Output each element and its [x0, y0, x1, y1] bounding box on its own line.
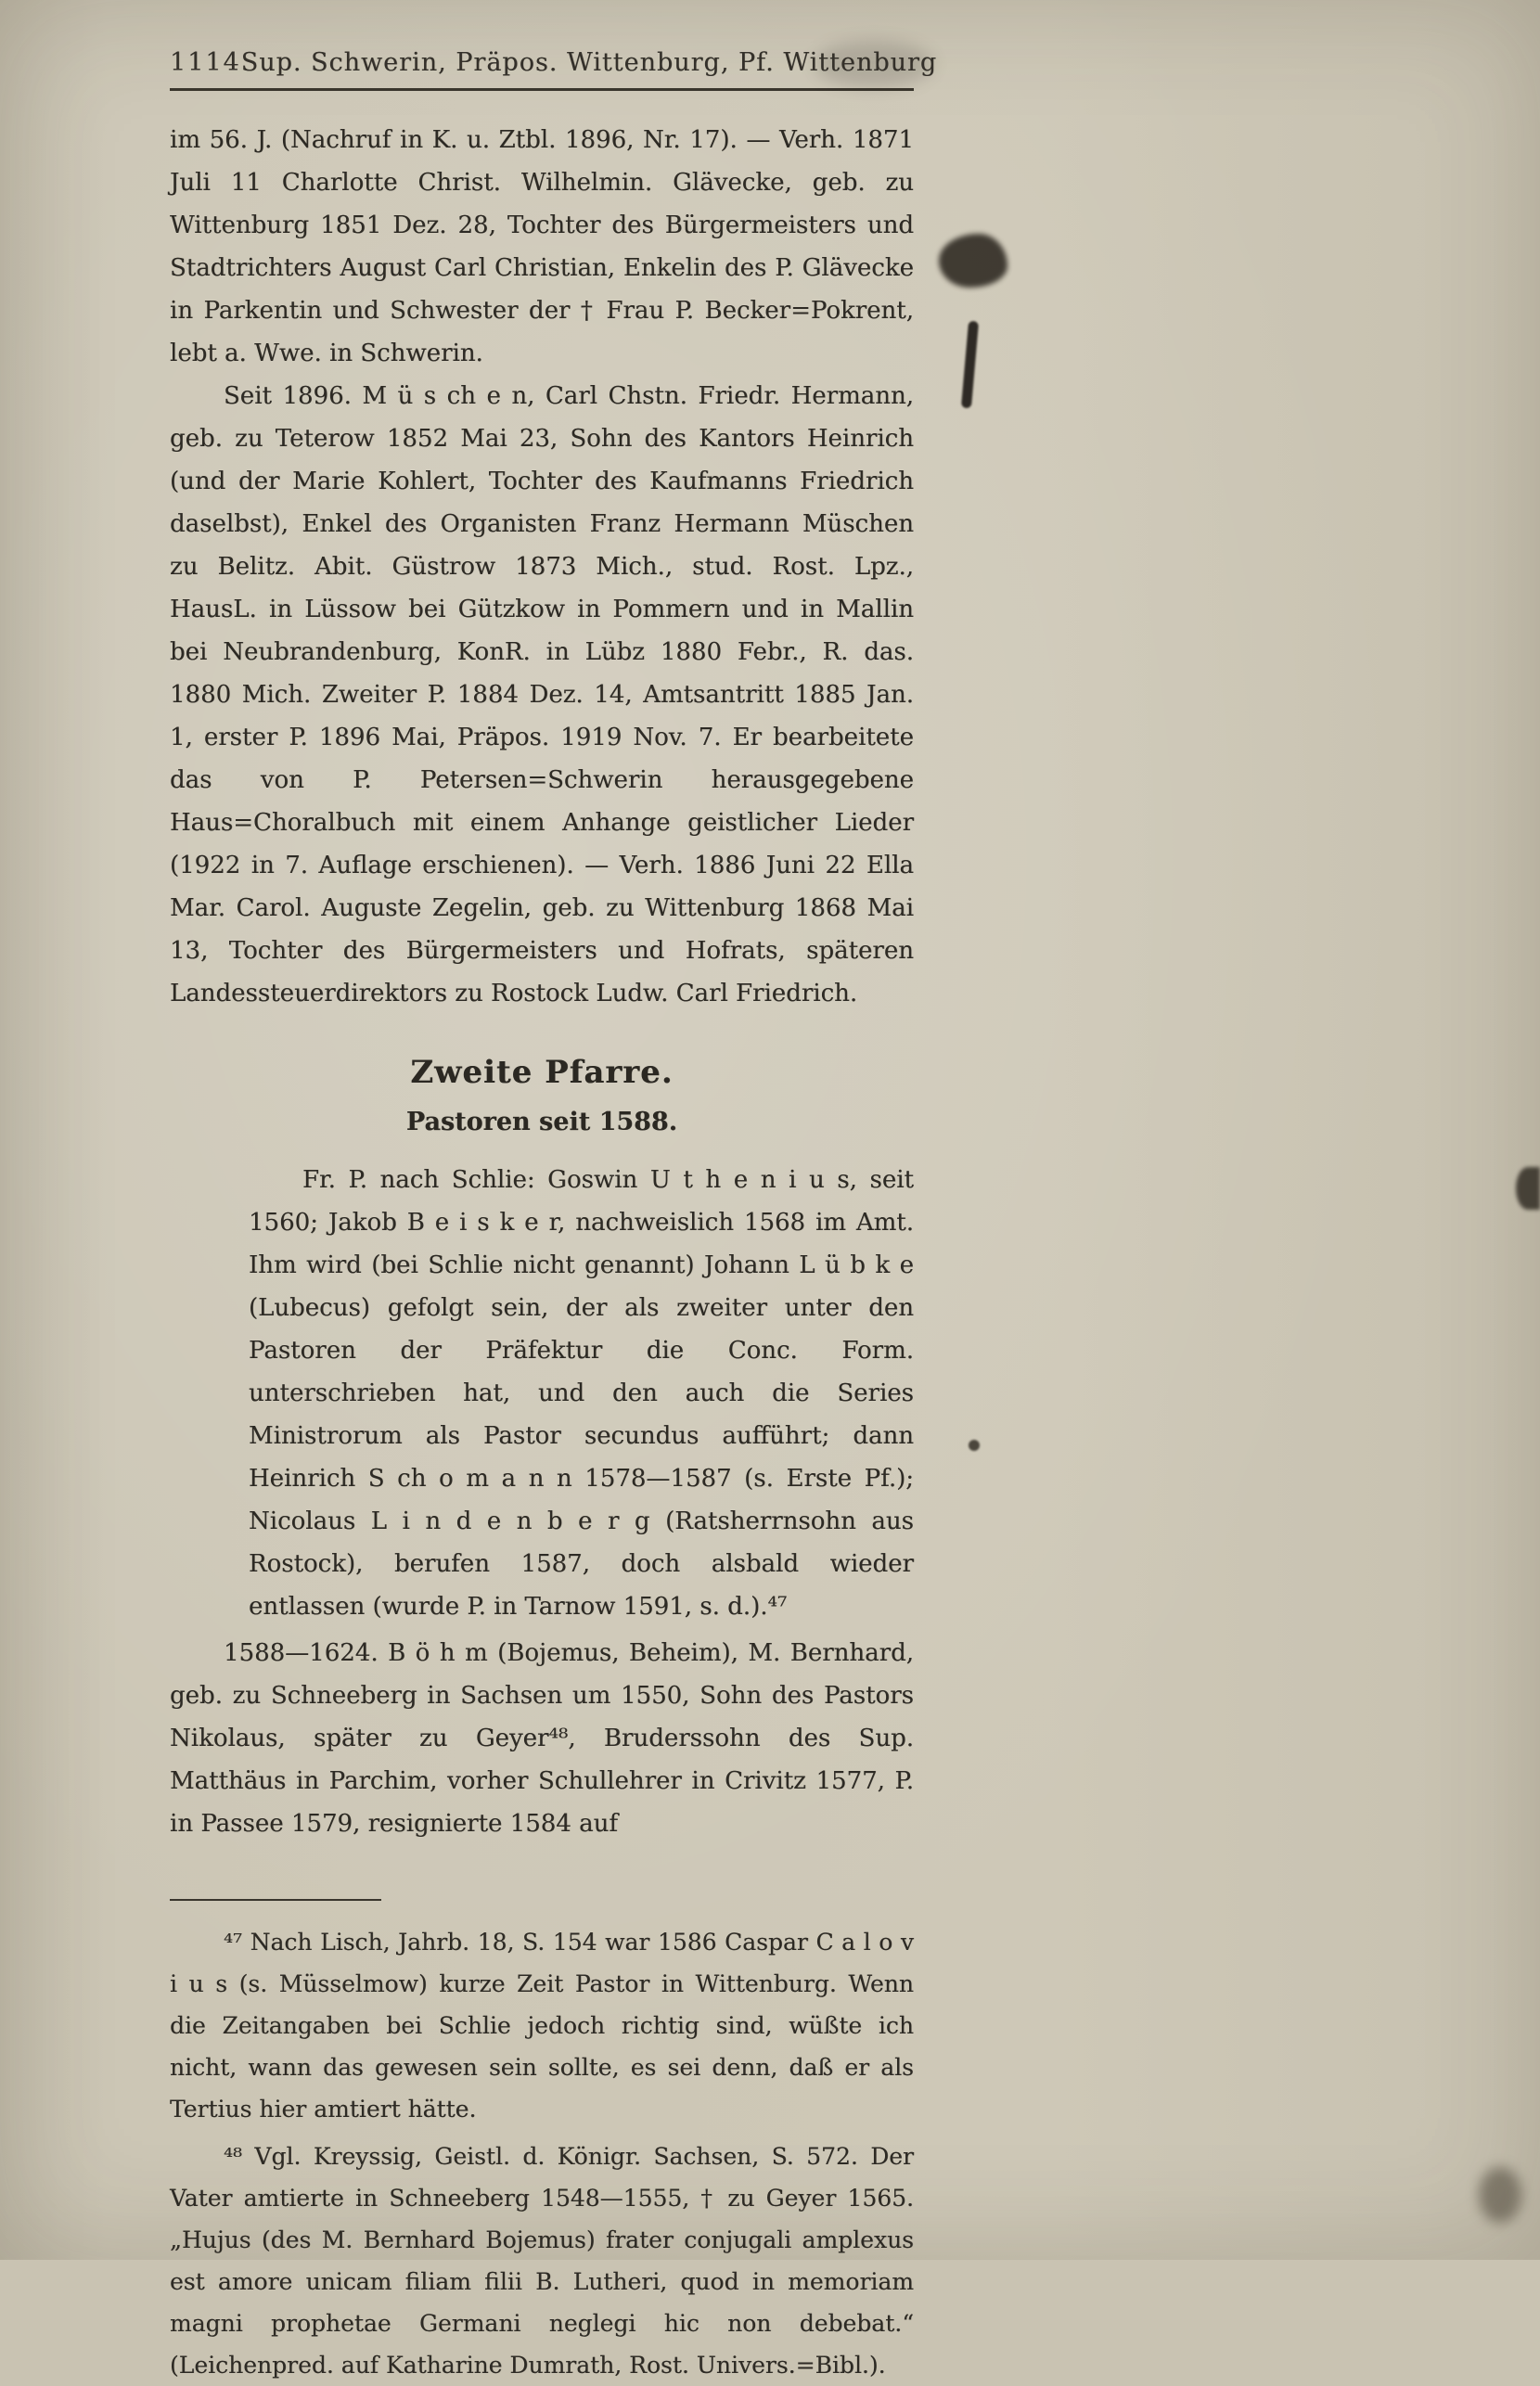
- footnote-48: ⁴⁸ Vgl. Kreyssig, Geistl. d. Königr. Sachsen, S. 572. Der Vater amtierte in Schneeberg 1548—1555, † zu Geyer 1565. „Hujus (des M. Bernhard Bojemus) frater conjugali amplexus est amore unicam filiam filii B. Lutheri, quod in memoriam magni prophetae Germani neglegi hic non debebat.“ (Leichenpred. auf Katharine Dumrath, Rost. Univers.=Bibl.).: [170, 2143, 914, 2379]
- page-edge-mark: [1516, 1167, 1540, 1210]
- section-heading: Zweite Pfarre.: [410, 1054, 674, 1091]
- ink-stain: [939, 234, 1007, 288]
- footnote-47: ⁴⁷ Nach Lisch, Jahrb. 18, S. 154 war 1586 Caspar C a l o v i u s (s. Müsselmow) kurze Zeit Pastor in Wittenburg. Wenn die Zeitangaben bei Schlie jedoch richtig sind, wüßte ich nicht, wann das gewesen sein sollte, es sei denn, daß er als Tertius hier amtiert hätte.: [170, 1929, 914, 2123]
- ink-dot: [969, 1440, 980, 1451]
- corner-smudge: [1479, 2167, 1521, 2223]
- footnote-separator: [170, 1899, 381, 1901]
- section-subheading: Pastoren seit 1588.: [405, 1108, 678, 1136]
- body-paragraph-2: Seit 1896. M ü s ch e n, Carl Chstn. Friedr. Hermann, geb. zu Teterow 1852 Mai 23, Sohn des Kantors Heinrich (und der Marie Kohlert, Tochter des Kaufmanns Friedrich daselbst), Enkel des Organisten Franz Hermann Müschen zu Belitz. Abit. Güstrow 1873 Mich., stud. Rost. Lpz., HausL. in Lüssow bei Gützkow in Pommern und in Mallin bei Neubrandenburg, KonR. in Lübz 1880 Febr., R. das. 1880 Mich. Zweiter P. 1884 Dez. 14, Amtsantritt 1885 Jan. 1, erster P. 1896 Mai, Präpos. 1919 Nov. 7. Er bearbeitete das von P. Petersen=Schwerin herausgegebene Haus=Choralbuch mit einem Anhange geistlicher Lieder (1922 in 7. Auflage erschienen). — Verh. 1886 Juni 22 Ella Mar. Carol. Auguste Zegelin, geb. zu Wittenburg 1868 Mai 13, Tochter des Bürgermeisters und Hofrats, späteren Landessteuerdirektors zu Rostock Ludw. Carl Friedrich.: [170, 382, 914, 1007]
- body-paragraph-4: 1588—1624. B ö h m (Bojemus, Beheim), M. Bernhard, geb. zu Schneeberg in Sachsen um 1550, Sohn des Pastors Nikolaus, später zu Geyer⁴⁸, Bruderssohn des Sup. Matthäus in Parchim, vorher Schullehrer in Crivitz 1577, P. in Passee 1579, resignierte 1584 auf: [170, 1639, 914, 1838]
- body-paragraph-3: Fr. P. nach Schlie: Goswin U t h e n i u s, seit 1560; Jakob B e i s k e r, nachweislich 1568 im Amt. Ihm wird (bei Schlie nicht genannt) Johann L ü b k e (Lubecus) gefolgt sein, der als zweiter unter den Pastoren der Präfektur die Conc. Form. unterschrieben hat, und den auch die Series Ministrorum als Pastor secundus aufführt; dann Heinrich S ch o m a n n 1578—1587 (s. Erste Pf.); Nicolaus L i n d e n b e r g (Ratsherrnsohn aus Rostock), berufen 1587, doch alsbald wieder entlassen (wurde P. in Tarnow 1591, s. d.).⁴⁷: [249, 1166, 914, 1621]
- header-rule: [170, 88, 914, 91]
- body-paragraph-1: im 56. J. (Nachruf in K. u. Ztbl. 1896, Nr. 17). — Verh. 1871 Juli 11 Charlotte Christ. Wilhelmin. Glävecke, geb. zu Wittenburg 1851 Dez. 28, Tochter des Bürgermeisters und Stadtrichters August Carl Christian, Enkelin des P. Glävecke in Parkentin und Schwester der † Frau P. Becker=Pokrent, lebt a. Wwe. in Schwerin.: [170, 126, 914, 367]
- page-number: 1114: [170, 48, 241, 77]
- running-header-title: Sup. Schwerin, Präpos. Wittenburg, Pf. Wittenburg: [240, 48, 938, 77]
- text-column: [170, 48, 938, 2386]
- ink-stroke-mark: [961, 321, 979, 409]
- running-head: [170, 48, 938, 77]
